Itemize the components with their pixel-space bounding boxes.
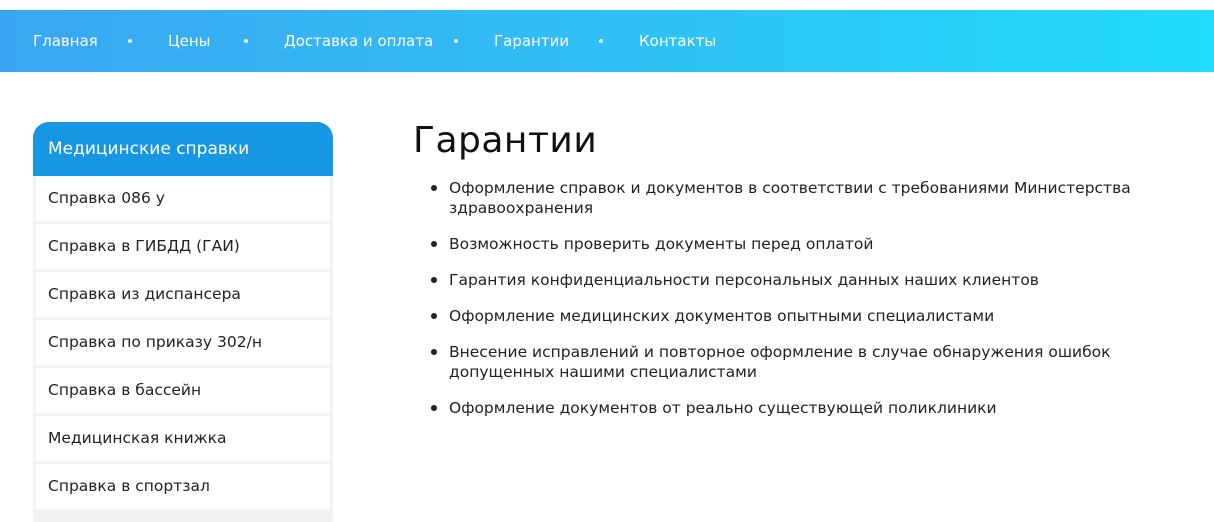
list-item <box>413 398 1169 418</box>
bullet-icon <box>431 277 437 283</box>
bullet-icon <box>431 185 437 191</box>
sidebar-item-medical-book[interactable]: Медицинская книжка <box>36 416 330 461</box>
nav-link-contacts[interactable]: Контакты <box>639 32 717 50</box>
sidebar-menu <box>33 122 333 522</box>
page-title: Гарантии <box>413 120 598 161</box>
list-item-text: Внесение исправлений и повторное оформление в случае обнаружения ошибок допущенных нашими специалистами <box>449 343 1111 381</box>
list-item-text: Гарантия конфиденциальности персональных данных наших клиентов <box>449 271 1039 289</box>
nav-link-guarantees[interactable]: Гарантии <box>494 32 570 50</box>
list-item <box>413 178 1169 218</box>
top-navigation <box>0 10 1214 72</box>
nav-link-delivery-payment[interactable]: Доставка и оплата <box>284 32 434 50</box>
sidebar-list <box>33 176 333 509</box>
sidebar-item-dispensary[interactable]: Справка из диспансера <box>36 272 330 317</box>
sidebar-item-gym[interactable]: Справка в спортзал <box>36 464 330 509</box>
sidebar-item-086u[interactable]: Справка 086 у <box>36 176 330 221</box>
bullet-icon <box>431 241 437 247</box>
list-item-text: Возможность проверить документы перед оплатой <box>449 235 874 253</box>
list-item <box>413 342 1169 382</box>
nav-separator-dot <box>128 39 132 43</box>
sidebar-item-pool[interactable]: Справка в бассейн <box>36 368 330 413</box>
bullet-icon <box>431 349 437 355</box>
sidebar-title: Медицинские справки <box>33 122 333 176</box>
nav-separator-dot <box>454 39 458 43</box>
list-item-text: Оформление справок и документов в соответствии с требованиями Министерства здравоохранения <box>449 179 1131 217</box>
sidebar-item-gibdd[interactable]: Справка в ГИБДД (ГАИ) <box>36 224 330 269</box>
guarantees-list <box>413 178 1193 418</box>
bullet-icon <box>431 313 437 319</box>
sidebar-item-order-302n[interactable]: Справка по приказу 302/н <box>36 320 330 365</box>
main-content <box>413 118 1193 434</box>
list-item <box>413 234 1169 254</box>
list-item-text: Оформление медицинских документов опытными специалистами <box>449 307 995 325</box>
list-item <box>413 270 1169 290</box>
list-item-text: Оформление документов от реально существующей поликлиники <box>449 399 997 417</box>
list-item <box>413 306 1169 326</box>
nav-link-home[interactable]: Главная <box>33 32 98 50</box>
bullet-icon <box>431 405 437 411</box>
nav-link-prices[interactable]: Цены <box>168 32 211 50</box>
nav-separator-dot <box>599 39 603 43</box>
nav-separator-dot <box>244 39 248 43</box>
top-strip <box>0 0 1214 10</box>
